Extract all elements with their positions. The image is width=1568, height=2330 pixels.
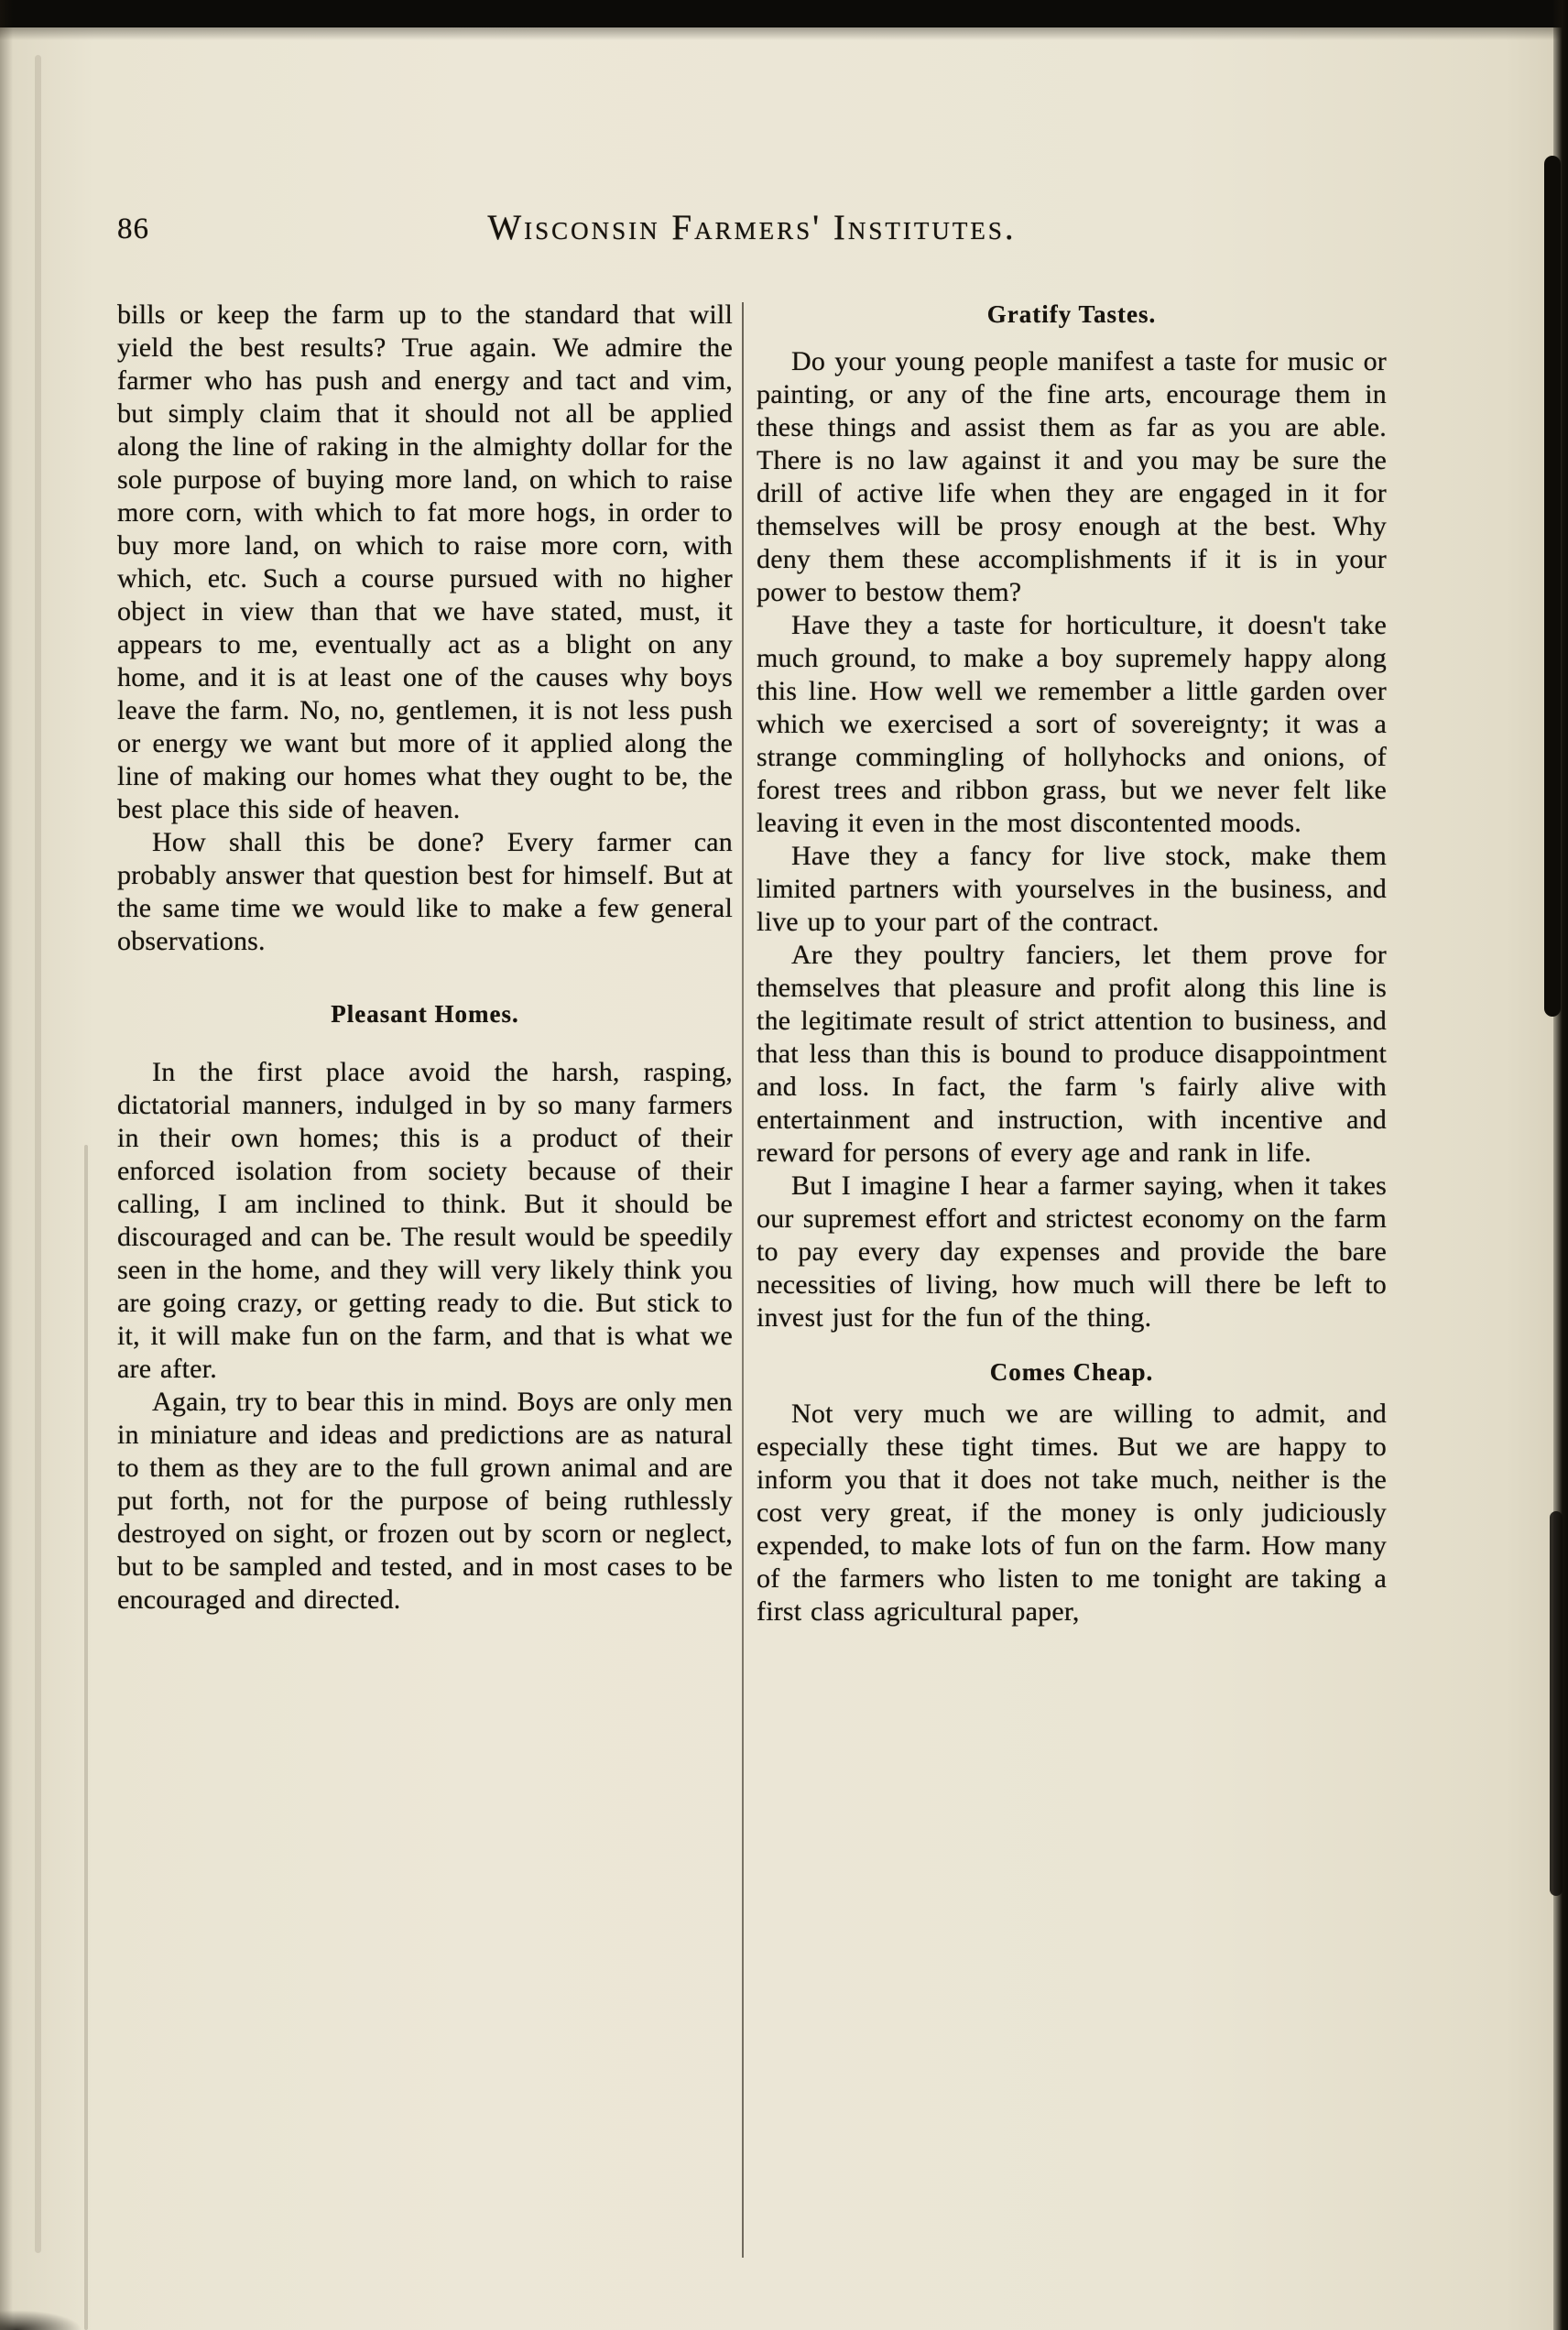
scan-right-blemish-lower [1550, 1511, 1563, 1896]
paragraph: Have they a fancy for live stock, make them limited partners with yourselves in the business, and live up to your part of the contract. [757, 841, 1387, 937]
paragraph: Not very much we are willing to admit, and especially these tight times. But we are happy to inform you that it does not take much, neither is the cost very great, if the money is only judiciously expended, to make lots of fun on the farm. How many of the farmers who listen to me tonight are taking a first class agricultural paper, [757, 1399, 1387, 1627]
section-heading-comes-cheap: Comes Cheap. [989, 1358, 1154, 1386]
scan-top-edge-shadow [0, 27, 1568, 40]
right-column [757, 299, 1387, 1628]
paragraph: How shall this be done? Every farmer can probably answer that question best for himself. But at the same time we would like to make a few general observations. [117, 827, 733, 956]
paragraph: Do your young people manifest a taste for music or painting, or any of the fine arts, encourage them in these things and assist them as far as you are able. There is no law against it and you may be sure the drill of active life when they are engaged in it for themselves will be prosy enough at the best. Why deny them these accomplishments if it is in your power to bestow them? [757, 346, 1387, 607]
section-heading-gratify-tastes: Gratify Tastes. [986, 300, 1157, 328]
scan-left-edge-shadow [0, 0, 13, 2330]
section-heading-pleasant-homes: Pleasant Homes. [331, 1000, 519, 1028]
scan-right-blemish [1544, 156, 1561, 1017]
page-content [117, 299, 1387, 1628]
paragraph: In the first place avoid the harsh, rasping, dictatorial manners, indulged in by so many farmers in their own homes; this is a product of their enforced isolation from society because of their calling, I am inclined to think. But it should be discouraged and can be. The result would be speedily seen in the home, and they will very likely think you are going crazy, or getting ready to die. But stick to it, it will make fun on the farm, and that is what we are after. [117, 1057, 733, 1384]
page-title: Wisconsin Farmers' Institutes. [487, 208, 1017, 247]
scan-left-streak [35, 55, 41, 2253]
scan-top-edge [0, 0, 1568, 27]
paragraph: But I imagine I hear a farmer saying, when it takes our supremest effort and strictest economy on the farm to pay every day expenses and provide the bare necessities of living, how much will there be left to invest just for the fun of the thing. [757, 1170, 1387, 1333]
paragraph: bills or keep the farm up to the standard that will yield the best results? True again. We admire the farmer who has push and energy and tact and vim, but simply claim that it should not all be applied along the line of raking in the almighty dollar for the sole purpose of buying more land, on which to raise more corn, with which to fat more hogs, in order to buy more land, on which to raise more corn, with which, etc. Such a course pursued with no higher object in view than that we have stated, must, it appears to me, eventually act as a blight on any home, and it is at least one of the causes why boys leave the farm. No, no, gentlemen, it is not less push or energy we want but more of it applied along the line of making our homes what they ought to be, the best place this side of heaven. [117, 299, 733, 824]
paragraph: Again, try to bear this in mind. Boys are only men in miniature and ideas and predictions are as natural to them as they are to the full grown animal and are put forth, not for the purpose of being ruthlessly destroyed on sight, or frozen out by scorn or neglect, but to be sampled and tested, and in most cases to be encouraged and directed. [117, 1387, 733, 1615]
scan-bottom-smudge [0, 2310, 82, 2330]
left-column [117, 299, 733, 1628]
scan-left-scratch [84, 1145, 88, 2330]
page-header [117, 207, 1387, 255]
paragraph: Have they a taste for horticulture, it doesn't take much ground, to make a boy supremely happy along this line. How well we remember a little garden over which we exercised a sort of sovereignty; it was a strange commingling of hollyhocks and onions, of forest trees and ribbon grass, but we never felt like leaving it even in the most discontented moods. [757, 610, 1387, 838]
paragraph: Are they poultry fanciers, let them prove for themselves that pleasure and profit along this line is the legitimate result of strict attention to business, and that less than this is bound to produce disappointment and loss. In fact, the farm 's fairly alive with entertainment and instruction, with incentive and reward for persons of every age and rank in life. [757, 940, 1387, 1168]
page-number: 86 [117, 212, 149, 245]
